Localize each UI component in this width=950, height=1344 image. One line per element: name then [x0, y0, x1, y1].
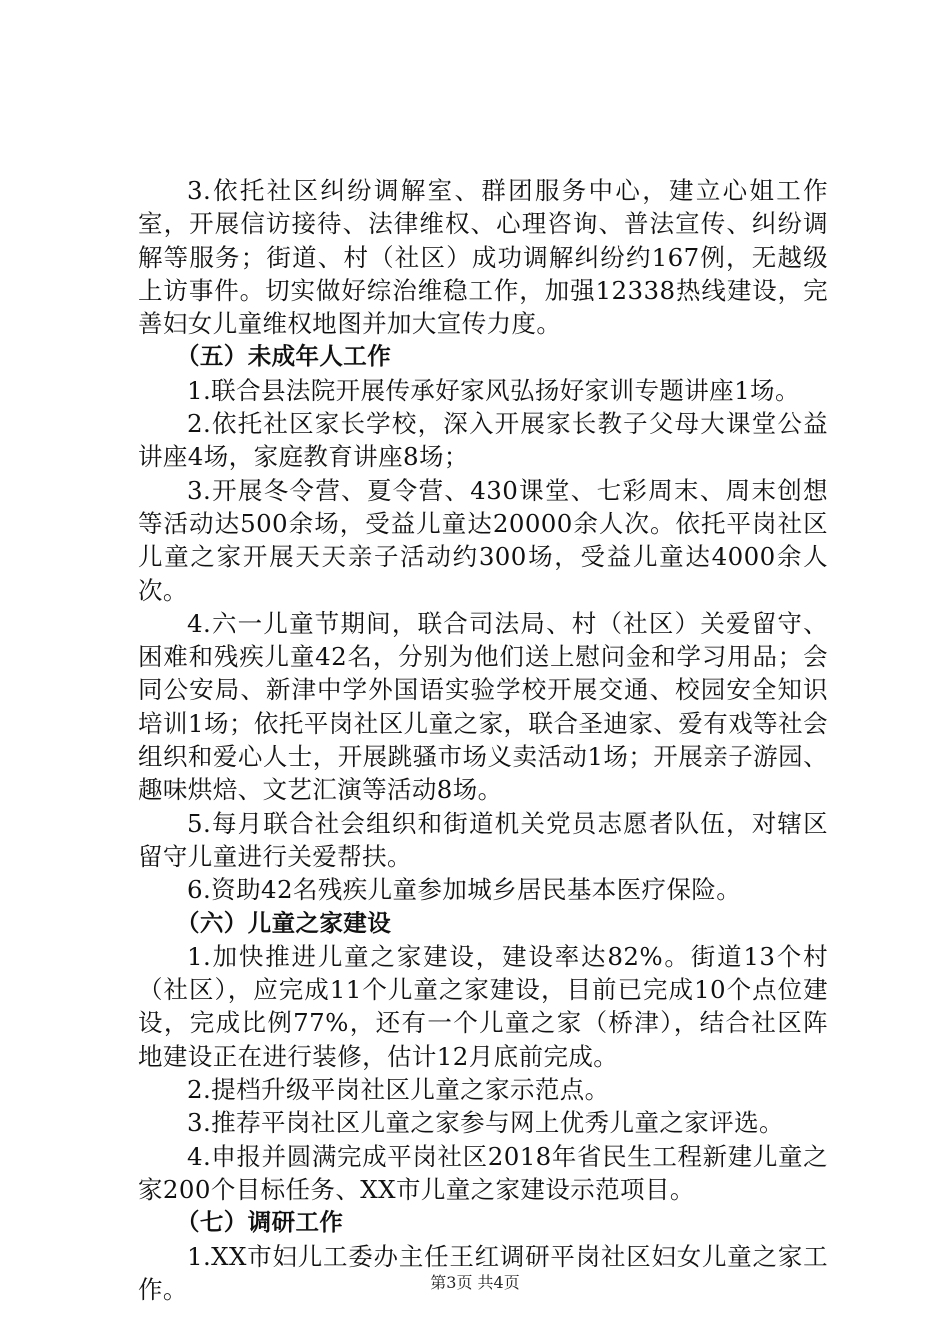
paragraph: 4.六一儿童节期间，联合司法局、村（社区）关爱留守、困难和残疾儿童42名，分别为他们送上慰问金和学习用品；会同公安局、新津中学外国语实验学校开展交通、校园安全知识培训1场；依托平岗社区儿童之家，联合圣迪家、爱有戏等社会组织和爱心人士，开展跳骚市场义卖活动1场；开展亲子游园、趣味烘焙、文艺汇演等活动8场。	[138, 608, 828, 805]
paragraph: 1.加快推进儿童之家建设，建设率达82%。街道13个村（社区），应完成11个儿童之家建设，目前已完成10个点位建设，完成比例77%，还有一个儿童之家（桥津），结合社区阵地建设正在进行装修，估计12月底前完成。	[138, 941, 828, 1071]
paragraph: 5.每月联合社会组织和街道机关党员志愿者队伍，对辖区留守儿童进行关爱帮扶。	[138, 808, 828, 871]
paragraph: 2.提档升级平岗社区儿童之家示范点。	[187, 1075, 610, 1105]
section-heading-6: （六）儿童之家建设	[176, 908, 392, 937]
section-heading-7: （七）调研工作	[176, 1208, 344, 1237]
paragraph: 3.推荐平岗社区儿童之家参与网上优秀儿童之家评选。	[187, 1108, 784, 1138]
paragraph: 3.依托社区纠纷调解室、群团服务中心，建立心姐工作室，开展信访接待、法律维权、心理咨询、普法宣传、纠纷调解等服务；街道、村（社区）成功调解纠纷约167例，无越级上访事件。切实做好综治维稳工作，加强12338热线建设，完善妇女儿童维权地图并加大宣传力度。	[138, 176, 828, 339]
page-footer: 第3页 共4页	[430, 1273, 520, 1292]
paragraph: 3.开展冬令营、夏令营、430课堂、七彩周末、周末创想等活动达500余场，受益儿童达20000余人次。依托平岗社区儿童之家开展天天亲子活动约300场，受益儿童达4000余人次。	[138, 475, 828, 605]
paragraph: 1.XX市妇儿工委办主任王红调研平岗社区妇女儿童之家工作。	[138, 1241, 828, 1304]
paragraph: 2.依托社区家长学校，深入开展家长教子父母大课堂公益讲座4场，家庭教育讲座8场；	[138, 409, 828, 472]
paragraph: 1.联合县法院开展传承好家风弘扬好家训专题讲座1场。	[187, 375, 800, 405]
section-heading-5: （五）未成年人工作	[176, 342, 392, 371]
paragraph: 4.申报并圆满完成平岗社区2018年省民生工程新建儿童之家200个目标任务、XX市儿童之家建设示范项目。	[138, 1141, 828, 1204]
paragraph: 6.资助42名残疾儿童参加城乡居民基本医疗保险。	[187, 875, 742, 905]
document-body	[138, 174, 828, 1306]
